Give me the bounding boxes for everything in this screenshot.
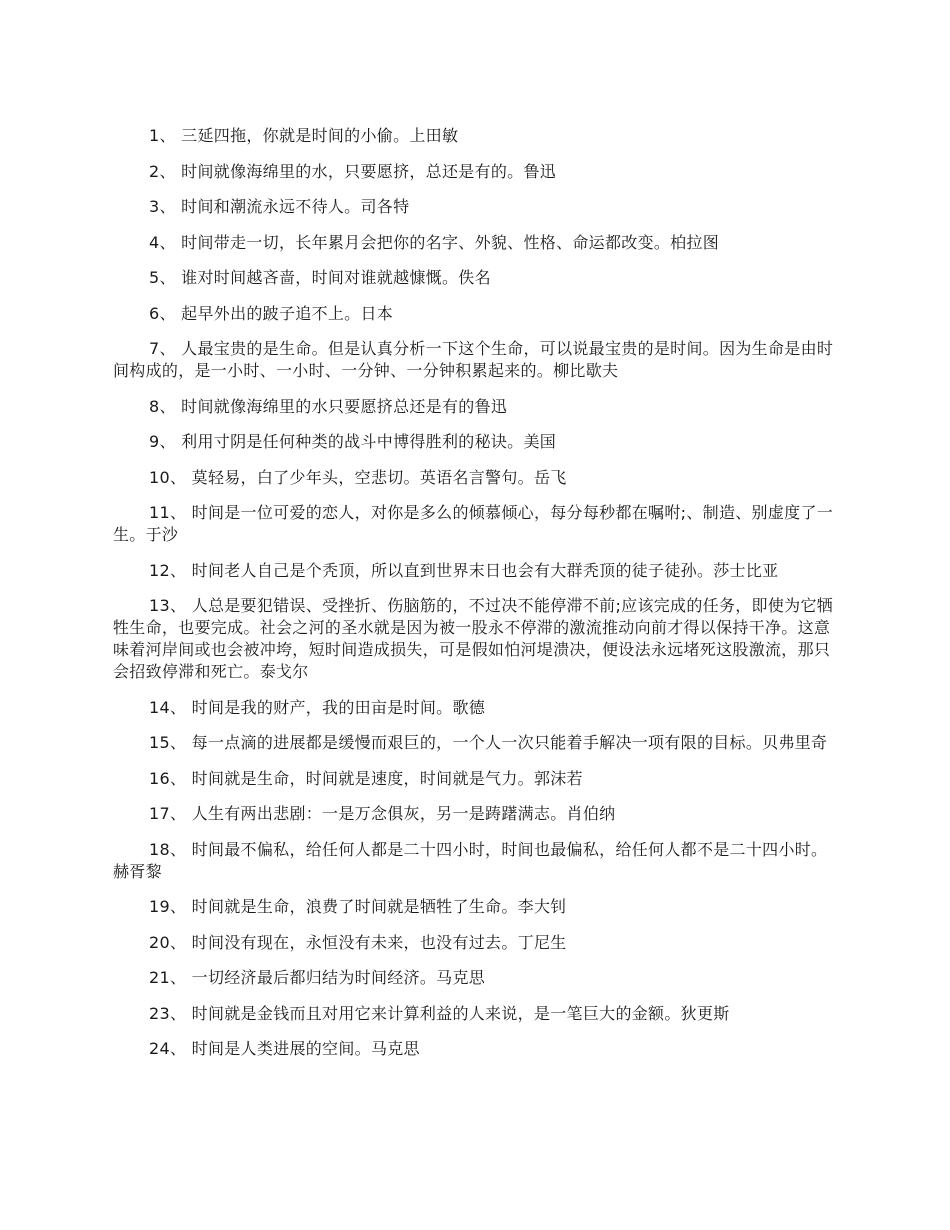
quote-text: 一切经济最后都归结为时间经济。马克思 bbox=[186, 968, 486, 987]
quote-text: 三延四拖，你就是时间的小偷。上田敏 bbox=[175, 126, 459, 145]
quote-list bbox=[113, 125, 835, 1074]
quote-text: 时间最不偏私，给任何人都是二十四小时，时间也最偏私，给任何人都不是二十四小时。赫胥黎 bbox=[113, 839, 828, 881]
quote-text: 时间和潮流永远不待人。司各特 bbox=[175, 197, 410, 216]
quote-item bbox=[113, 502, 835, 546]
quote-item bbox=[113, 431, 835, 453]
quote-item bbox=[113, 803, 835, 825]
quote-number: 14、 bbox=[149, 697, 187, 717]
quote-text: 谁对时间越吝啬，时间对谁就越慷慨。佚名 bbox=[175, 268, 491, 287]
quote-number: 17、 bbox=[149, 804, 187, 823]
quote-number: 24、 bbox=[149, 1039, 187, 1058]
quote-number: 18、 bbox=[149, 839, 187, 859]
quote-item bbox=[113, 1003, 835, 1025]
quote-text: 时间就像海绵里的水，只要愿挤，总还是有的。鲁迅 bbox=[175, 161, 557, 181]
quote-text: 时间是我的财产，我的田亩是时间。歌德 bbox=[186, 697, 486, 717]
quote-number: 6、 bbox=[149, 303, 176, 323]
quote-item bbox=[113, 560, 835, 582]
quote-item bbox=[113, 396, 835, 418]
quote-item bbox=[113, 161, 835, 183]
quote-number: 15、 bbox=[149, 733, 187, 752]
quote-text: 时间没有现在，永恒没有未来，也没有过去。丁尼生 bbox=[186, 932, 567, 952]
quote-item bbox=[113, 839, 835, 883]
quote-item bbox=[113, 967, 835, 989]
quote-text: 时间老人自己是个秃顶，所以直到世界末日也会有大群秃顶的徒子徒孙。莎士比亚 bbox=[186, 560, 779, 580]
quote-text: 时间是一位可爱的恋人，对你是多么的倾慕倾心，每分每秒都在嘱咐;、制造、别虚度了一生。于沙 bbox=[113, 503, 834, 544]
quote-text: 起早外出的跛子追不上。日本 bbox=[175, 303, 394, 323]
quote-number: 2、 bbox=[149, 161, 176, 181]
quote-number: 20、 bbox=[149, 932, 187, 952]
quote-text: 时间带走一切，长年累月会把你的名字、外貌、性格、命运都改变。柏拉图 bbox=[175, 232, 720, 252]
quote-item bbox=[113, 768, 835, 790]
quote-item bbox=[113, 125, 835, 147]
quote-number: 9、 bbox=[149, 432, 176, 451]
quote-number: 11、 bbox=[149, 503, 187, 522]
quote-item bbox=[113, 896, 835, 918]
quote-item bbox=[113, 303, 835, 325]
quote-item bbox=[113, 932, 835, 954]
quote-text: 时间就是生命，时间就是速度，时间就是气力。郭沫若 bbox=[186, 768, 583, 788]
quote-text: 时间就是金钱而且对用它来计算利益的人来说，是一笔巨大的金额。狄更斯 bbox=[186, 1003, 730, 1023]
quote-text: 时间就像海绵里的水只要愿挤总还是有的鲁迅 bbox=[175, 396, 508, 416]
quote-number: 5、 bbox=[149, 268, 176, 287]
quote-number: 1、 bbox=[149, 126, 176, 145]
quote-text: 人总是要犯错误、受挫折、伤脑筋的，不过决不能停滞不前;应该完成的任务，即使为它牺牲生命，也要完成。社会之河的圣水就是因为被一股永不停滞的激流推动向前才得以保持干净。这意味着河岸间或也会被冲垮，短时间造成损失，可是假如怕河堤溃决，便设法永远堵死这股激流，那只会招致停滞和死亡。泰戈尔 bbox=[113, 596, 834, 681]
quote-item bbox=[113, 732, 835, 754]
quote-number: 23、 bbox=[149, 1003, 187, 1023]
quote-number: 4、 bbox=[149, 232, 176, 252]
quote-item bbox=[113, 338, 835, 382]
quote-item bbox=[113, 697, 835, 719]
quote-number: 13、 bbox=[149, 596, 187, 615]
quote-item bbox=[113, 267, 835, 289]
quote-number: 8、 bbox=[149, 396, 176, 416]
quote-number: 3、 bbox=[149, 197, 176, 216]
quote-text: 时间是人类进展的空间。马克思 bbox=[186, 1039, 420, 1058]
quote-text: 莫轻易，白了少年头，空悲切。英语名言警句。岳飞 bbox=[186, 467, 567, 487]
quote-text: 人最宝贵的是生命。但是认真分析一下这个生命，可以说最宝贵的是时间。因为生命是由时间构成的，是一小时、一小时、一分钟、一分钟积累起来的。柳比歇夫 bbox=[113, 339, 834, 380]
quote-item bbox=[113, 595, 835, 683]
quote-text: 利用寸阴是任何种类的战斗中博得胜利的秘诀。美国 bbox=[175, 432, 557, 451]
quote-item bbox=[113, 1038, 835, 1060]
quote-text: 人生有两出悲剧：一是万念俱灰，另一是踌躇满志。肖伯纳 bbox=[186, 804, 616, 823]
quote-number: 7、 bbox=[149, 339, 176, 358]
quote-text: 时间就是生命，浪费了时间就是牺牲了生命。李大钊 bbox=[186, 897, 567, 916]
quote-item bbox=[113, 232, 835, 254]
quote-item bbox=[113, 467, 835, 489]
quote-number: 10、 bbox=[149, 467, 187, 487]
quote-number: 12、 bbox=[149, 560, 187, 580]
quote-text: 每一点滴的进展都是缓慢而艰巨的，一个人一次只能着手解决一项有限的目标。贝弗里奇 bbox=[186, 733, 828, 752]
quote-number: 16、 bbox=[149, 768, 187, 788]
quote-item bbox=[113, 196, 835, 218]
quote-number: 19、 bbox=[149, 897, 187, 916]
quote-number: 21、 bbox=[149, 968, 187, 987]
